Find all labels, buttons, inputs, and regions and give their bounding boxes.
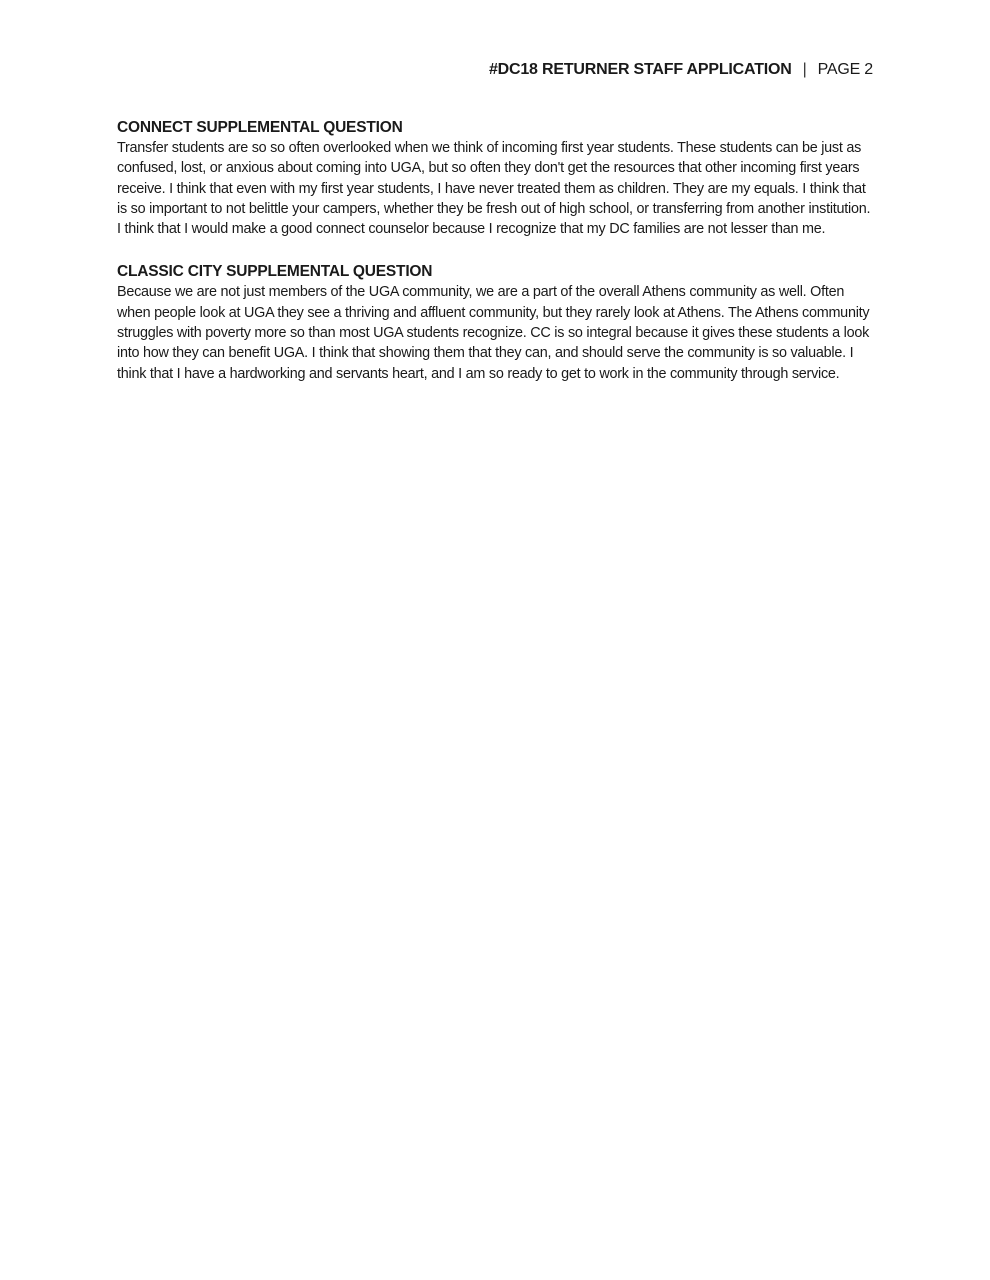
section-heading: CLASSIC CITY SUPPLEMENTAL QUESTION [117, 263, 433, 281]
page-header [489, 59, 873, 81]
connect-question-section [117, 117, 877, 239]
section-heading: CONNECT SUPPLEMENTAL QUESTION [117, 119, 403, 136]
document-title: #DC18 RETURNER STAFF APPLICATION [488, 61, 792, 78]
document-content [117, 117, 877, 406]
section-answer: Because we are not just members of the UGA community, we are a part of the overall Athens community as well. Often when people look at UGA they see a thriving and affluent community, but they rarely look at Athens. The Athens community struggles with poverty more so than most UGA students recognize. CC is so integral because it gives these students a look into how they can benefit UGA. I think that showing them that they can, and should serve the community is so valuable. I think that I have a hardworking and servants heart, and I am so ready to get to work in the community through service. [117, 284, 870, 382]
section-answer: Transfer students are so so often overlooked when we think of incoming first year students. These students can be just as confused, lost, or anxious about coming into UGA, but so often they don't get the resources that other incoming first years receive. I think that even with my first year students, I have never treated them as children. They are my equals. I think that is so important to not belittle your campers, whether they be fresh out of high school, or transferring from another institution. I think that I would make a good connect counselor because I recognize that my DC families are not lesser than me. [117, 140, 871, 238]
classic-city-question-section [117, 261, 877, 383]
page-number: PAGE 2 [817, 61, 873, 78]
header-separator: | [802, 61, 807, 78]
